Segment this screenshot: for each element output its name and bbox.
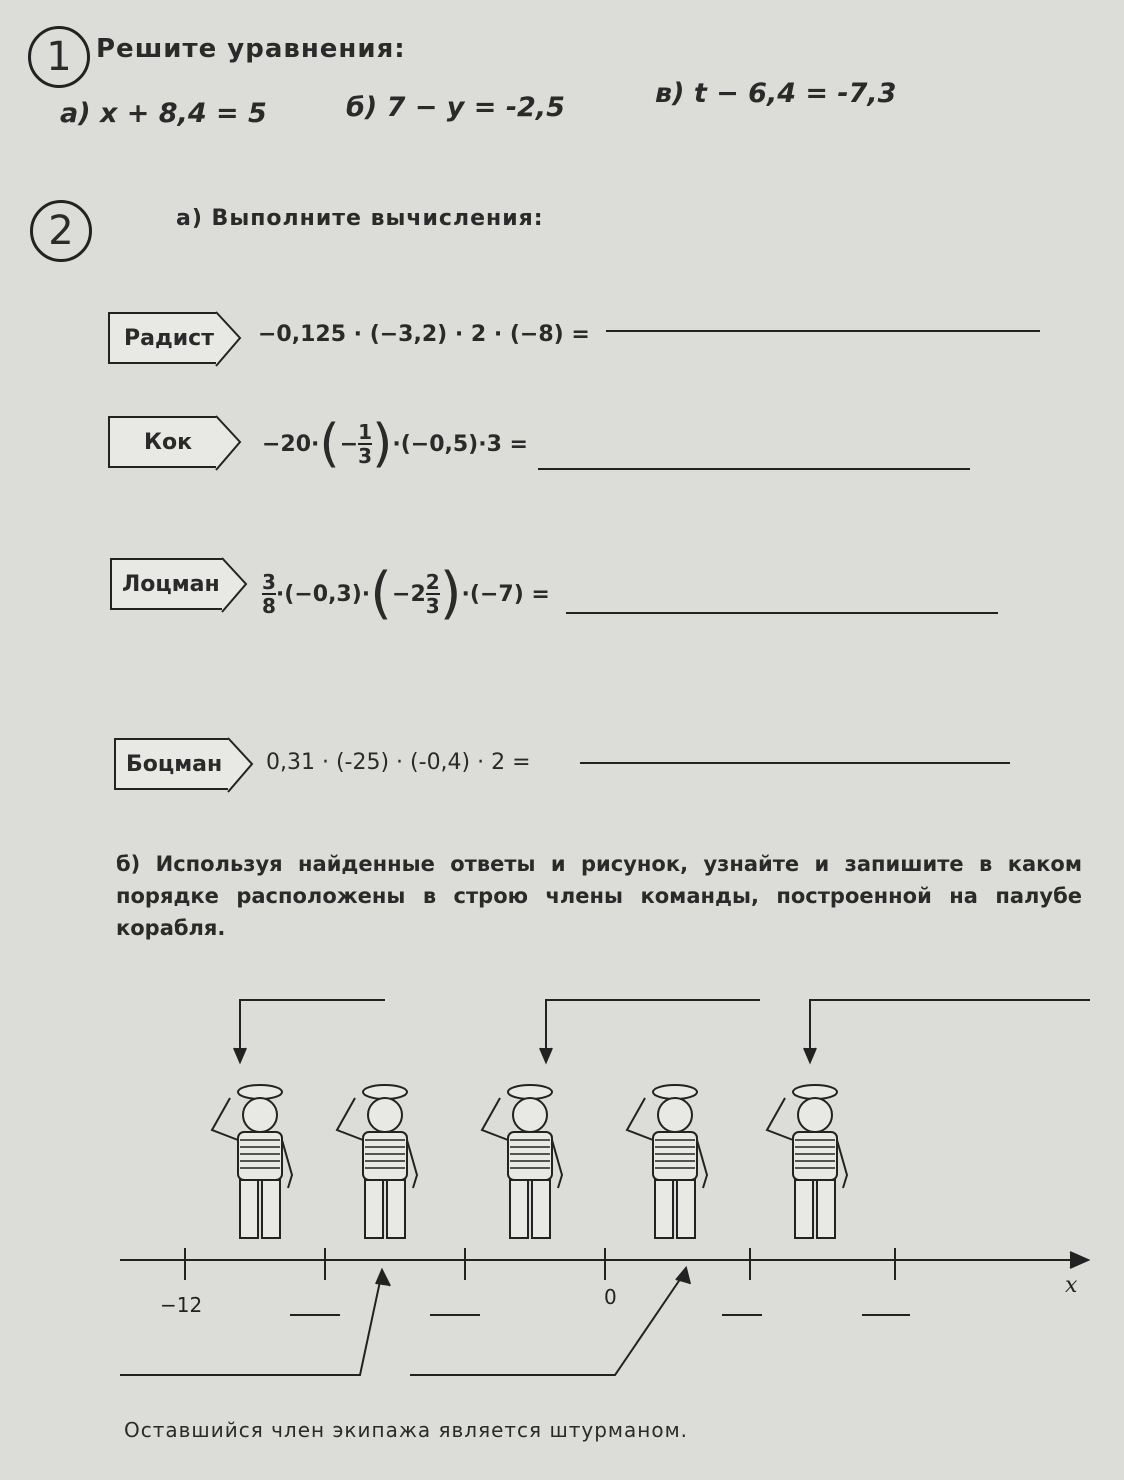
task1-eq-b: б) 7 − y = -2,5: [346, 92, 565, 123]
sailor-figure: [767, 1085, 847, 1238]
radist-expression: −0,125 · (−3,2) · 2 · (−8) =: [258, 322, 590, 347]
locman-mixed-whole: −2: [392, 581, 426, 607]
sailor-figure: [482, 1085, 562, 1238]
axis-ticks: [185, 1248, 895, 1280]
locman-expr-post: ·(−7) =: [461, 581, 550, 607]
bottom-arrows: [120, 1268, 910, 1375]
kok-expr-pre: −20·: [262, 431, 320, 457]
kok-frac-sign: −: [339, 431, 359, 457]
kok-frac-den: 3: [358, 444, 373, 468]
locman-answer-line[interactable]: [566, 612, 998, 614]
tag-locman: [110, 558, 222, 610]
axis-label-minus12: −12: [160, 1293, 203, 1317]
locman-mixed-num: 2: [425, 570, 440, 594]
tag-bocman-arrow: [226, 736, 256, 794]
tag-radist-label: Радист: [124, 326, 214, 351]
locman-paren-close: ): [439, 561, 462, 626]
task1-title: Решите уравнения:: [96, 34, 406, 64]
bocman-expression: 0,31 · (-25) · (-0,4) · 2 =: [266, 750, 531, 775]
tag-kok: [108, 416, 216, 468]
kok-expression: [262, 414, 528, 474]
kok-fraction: [358, 421, 372, 467]
kok-expr-post: ·(−0,5)·3 =: [392, 431, 528, 457]
tag-radist: [108, 312, 216, 364]
part-b-instruction: б) Используя найденные ответы и рисунок, узнайте и запишите в каком порядке расположены в строю члены команды, построенной на палубе корабля.: [116, 852, 1082, 940]
tag-bocman-label: Боцман: [126, 752, 223, 777]
tag-locman-label: Лоцман: [122, 572, 220, 597]
locman-mixed-den: 3: [425, 594, 440, 618]
sailor-figure: [627, 1085, 707, 1238]
locman-expression: [262, 561, 550, 626]
task2-subtitle: а) Выполните вычисления:: [176, 206, 544, 231]
task1-number: 1: [28, 26, 90, 88]
sailors-diagram: [110, 990, 1100, 1400]
tag-bocman: [114, 738, 228, 790]
task1-eq-a: а) x + 8,4 = 5: [60, 98, 267, 129]
locman-fraction: [262, 571, 276, 617]
tag-kok-label: Кок: [144, 430, 193, 455]
kok-answer-line[interactable]: [538, 468, 970, 470]
kok-frac-num: 1: [358, 420, 373, 444]
locman-frac-den: 8: [262, 594, 276, 618]
axis-label-x: x: [1065, 1273, 1078, 1298]
locman-paren-open: (: [370, 561, 393, 626]
sailor-figure: [212, 1085, 292, 1238]
sailors: [212, 1085, 847, 1238]
locman-mixed-fraction: [426, 571, 440, 617]
radist-answer-line[interactable]: [606, 330, 1040, 332]
axis-label-zero: 0: [604, 1285, 617, 1309]
bocman-answer-line[interactable]: [580, 762, 1010, 764]
kok-paren-close: ): [372, 414, 393, 474]
tag-radist-arrow: [214, 310, 244, 368]
locman-expr-mid: ·(−0,3)·: [275, 581, 371, 607]
sailor-figure: [337, 1085, 417, 1238]
task2-number: 2: [30, 200, 92, 262]
tag-kok-arrow: [214, 414, 244, 472]
task1-eq-c: в) t − 6,4 = -7,3: [655, 78, 897, 109]
tag-locman-arrow: [220, 556, 250, 614]
footer-note: Оставшийся член экипажа является штурманом.: [124, 1418, 689, 1442]
locman-frac-num: 3: [262, 570, 276, 594]
kok-paren-open: (: [319, 414, 340, 474]
top-arrows: [234, 1000, 1090, 1062]
